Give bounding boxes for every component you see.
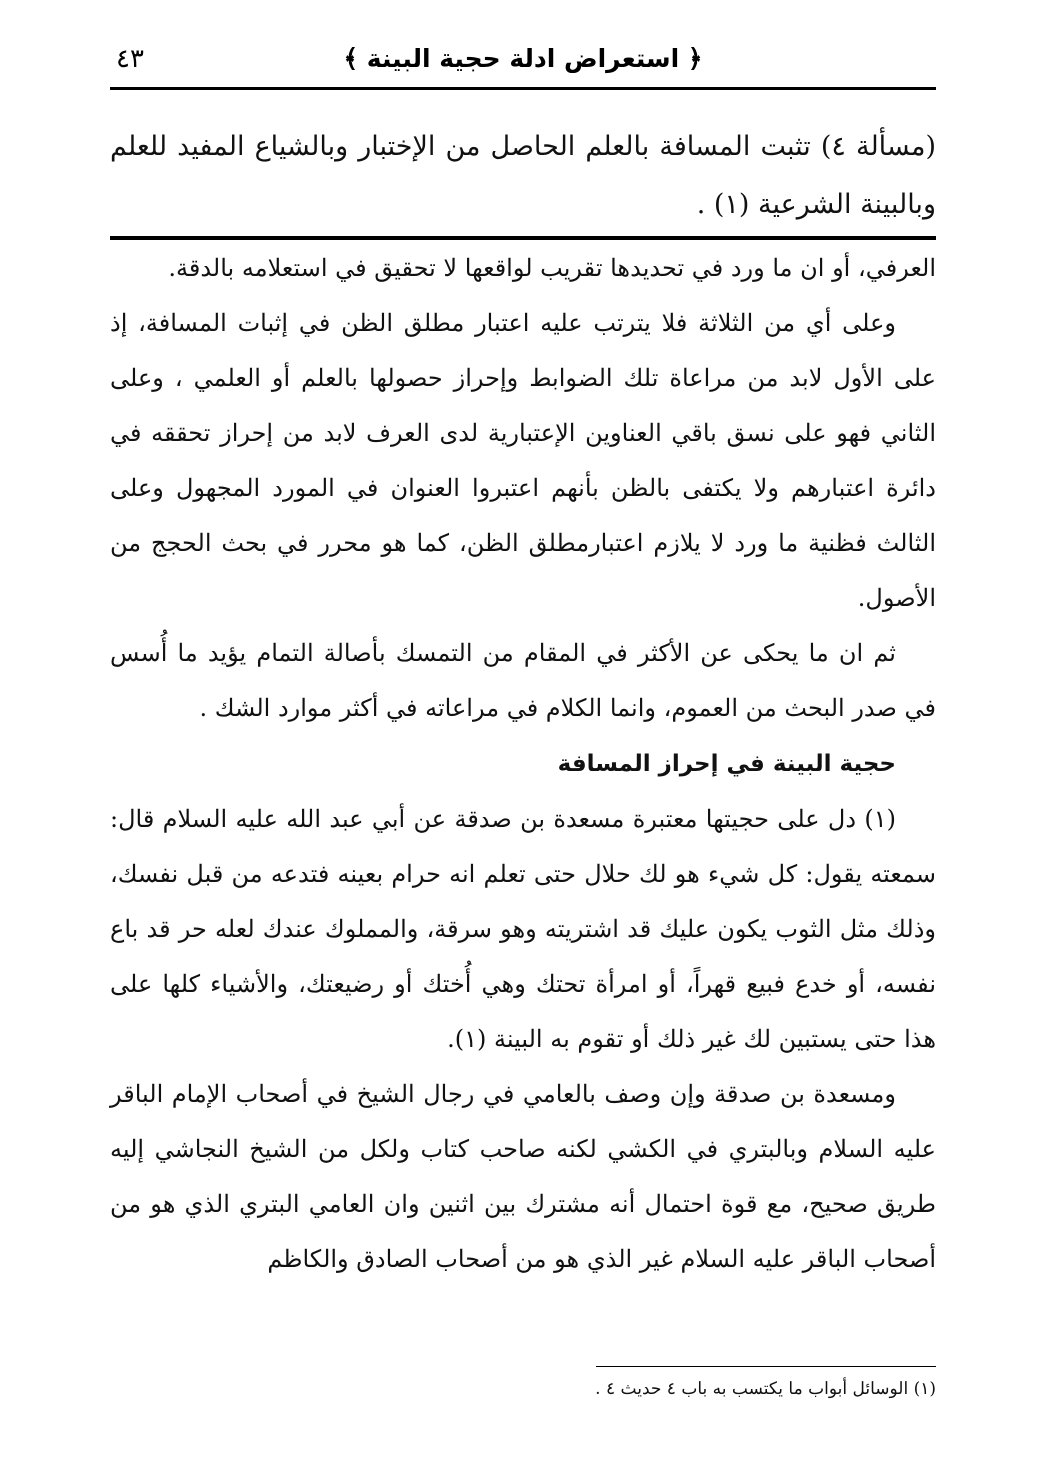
page-header: [110, 40, 936, 90]
header-rule: [110, 87, 936, 90]
paragraph: ومسعدة بن صدقة وإن وصف بالعامي في رجال الشيخ في أصحاب الإمام الباقر عليه السلام وبالبتري في الكشي لكنه صاحب كتاب ولكل من الشيخ النجاشي إليه طريق صحيح، مع قوة احتمال أنه مشترك بين اثنين وان العامي البتري الذي هو من أصحاب الباقر عليه السلام غير الذي هو من أصحاب الصادق والكاظم: [110, 1080, 936, 1273]
paragraph: (١) دل على حجيتها معتبرة مسعدة بن صدقة عن أبي عبد الله عليه السلام قال: سمعته يقول: كل شيء هو لك حلال حتى تعلم انه حرام بعينه فتدعه من قبل نفسك، وذلك مثل الثوب يكون عليك قد اشتريته وهو سرقة، والمملوك عندك لعله حر قد باع نفسه، أو خدع فبيع قهراً، أو امرأة تحتك وهي أُختك أو رضيعتك، والأشياء كلها على هذا حتى يستبين لك غير ذلك أو تقوم به البينة (١).: [110, 805, 936, 1053]
paragraph: وعلى أي من الثلاثة فلا يترتب عليه اعتبار مطلق الظن في إثبات المسافة، إذ على الأول لابد من مراعاة تلك الضوابط وإحراز حصولها بالعلم أو العلمي ، وعلى الثاني فهو على نسق باقي العناوين الإعتبارية لدى العرف لابد من إحراز تحققه في دائرة اعتبارهم ولا يكتفى بالظن بأنهم اعتبروا العنوان في المورد المجهول وعلى الثالث فظنية ما ورد لا يلازم اعتبارمطلق الظن، كما هو محرر في بحث الحجج من الأصول.: [110, 309, 936, 612]
section-heading: حجية البينة في إحراز المسافة: [557, 751, 896, 777]
footnote-rule: [596, 1366, 936, 1367]
running-title: ﴿ استعراض ادلة حجية البينة ﴾: [343, 44, 703, 73]
paragraph-continuation: العرفي، أو ان ما ورد في تحديدها تقريب لواقعها لا تحقيق في استعلامه بالدقة.: [168, 254, 936, 282]
page-number: ٤٣: [116, 44, 144, 74]
issue-statement: (مسألة ٤) تثبت المسافة بالعلم الحاصل من الإختبار وبالشياع المفيد للعلم وبالبينة الشرعية (١) .: [110, 131, 936, 220]
commentary-body: [110, 248, 936, 1287]
paragraph: ثم ان ما يحكى عن الأكثر في المقام من التمسك بأصالة التمام يؤيد ما أُسس في صدر البحث من العموم، وانما الكلام في مراعاته في أكثر موارد الشك .: [110, 639, 936, 722]
footnote: (١) الوسائل أبواب ما يكتسب به باب ٤ حديث ٤ .: [595, 1379, 936, 1399]
issue-separator-rule: [110, 236, 936, 240]
